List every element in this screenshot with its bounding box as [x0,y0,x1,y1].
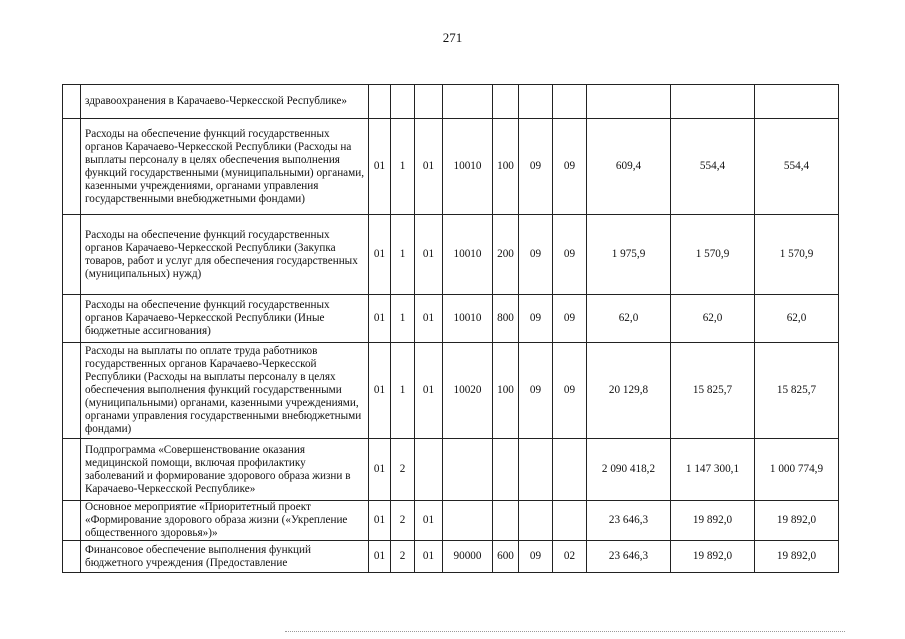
code-program: 01 [369,439,391,501]
code-program [369,85,391,119]
code-section: 09 [519,295,553,343]
code-measure [415,439,443,501]
code-section: 09 [519,119,553,215]
amount-year-3: 19 892,0 [755,541,839,573]
code-expense-type: 100 [493,119,519,215]
code-section: 09 [519,215,553,295]
blank-cell [63,439,81,501]
row-name: Расходы на выплаты по оплате труда работников государственных органов Карачаево-Черкесской Республики (Расходы на выплаты персоналу в целях обеспечения выполнения функций государственными (муниципальными) органами, казенными учреждениями, органами управления государственными внебюджетными фондами) [81,343,369,439]
amount-year-2: 1 147 300,1 [671,439,755,501]
amount-year-3: 1 570,9 [755,215,839,295]
code-direction: 10020 [443,343,493,439]
table-row [63,215,839,295]
amount-year-2 [671,85,755,119]
code-subprogram: 2 [391,439,415,501]
blank-cell [63,295,81,343]
code-program: 01 [369,215,391,295]
code-subsection [553,439,587,501]
code-section: 09 [519,343,553,439]
amount-year-3: 62,0 [755,295,839,343]
code-expense-type [493,501,519,541]
blank-cell [63,501,81,541]
amount-year-2: 1 570,9 [671,215,755,295]
table-row [63,541,839,573]
blank-cell [63,541,81,573]
code-subsection: 02 [553,541,587,573]
code-expense-type: 600 [493,541,519,573]
page-bottom-mark [285,631,845,632]
amount-year-2: 554,4 [671,119,755,215]
code-program: 01 [369,541,391,573]
amount-year-1 [587,85,671,119]
blank-cell [63,343,81,439]
row-name: Расходы на обеспечение функций государственных органов Карачаево-Черкесской Республики (Расходы на выплаты персоналу в целях обеспечения выполнения функций государственными (муниципальными) органами, казенными учреждениями, органами управления государственными внебюджетными фондами) [81,119,369,215]
code-program: 01 [369,295,391,343]
blank-cell [63,215,81,295]
table-body [63,85,839,573]
amount-year-2: 19 892,0 [671,541,755,573]
amount-year-2: 15 825,7 [671,343,755,439]
amount-year-1: 20 129,8 [587,343,671,439]
blank-cell [63,119,81,215]
code-program: 01 [369,343,391,439]
amount-year-2: 62,0 [671,295,755,343]
code-subsection [553,501,587,541]
code-section [519,85,553,119]
code-subprogram [391,85,415,119]
table-row [63,439,839,501]
code-measure: 01 [415,501,443,541]
amount-year-3: 15 825,7 [755,343,839,439]
code-section [519,501,553,541]
amount-year-1: 23 646,3 [587,501,671,541]
row-name: Расходы на обеспечение функций государственных органов Карачаево-Черкесской Республики (Иные бюджетные ассигнования) [81,295,369,343]
code-expense-type [493,439,519,501]
code-subsection: 09 [553,343,587,439]
code-subsection: 09 [553,215,587,295]
page-number: 271 [442,30,463,45]
code-expense-type: 100 [493,343,519,439]
code-direction: 10010 [443,215,493,295]
amount-year-1: 2 090 418,2 [587,439,671,501]
code-expense-type: 200 [493,215,519,295]
amount-year-3: 1 000 774,9 [755,439,839,501]
code-subprogram: 1 [391,215,415,295]
code-subprogram: 1 [391,119,415,215]
code-expense-type [493,85,519,119]
amount-year-3 [755,85,839,119]
code-section: 09 [519,541,553,573]
code-program: 01 [369,119,391,215]
row-name: Расходы на обеспечение функций государственных органов Карачаево-Черкесской Республики (Закупка товаров, работ и услуг для обеспечения государственных (муниципальных) нужд) [81,215,369,295]
code-direction [443,501,493,541]
code-subprogram: 1 [391,343,415,439]
table-row [63,295,839,343]
code-measure: 01 [415,215,443,295]
table-row [63,85,839,119]
code-subprogram: 2 [391,501,415,541]
table-row [63,343,839,439]
code-program: 01 [369,501,391,541]
code-direction [443,439,493,501]
row-name: Подпрограмма «Совершенствование оказания медицинской помощи, включая профилактику заболеваний и формирование здорового образа жизни в Карачаево-Черкесской Республике» [81,439,369,501]
code-subprogram: 1 [391,295,415,343]
code-measure [415,85,443,119]
code-direction: 10010 [443,119,493,215]
row-name: здравоохранения в Карачаево-Черкесской Республике» [81,85,369,119]
code-subprogram: 2 [391,541,415,573]
row-name: Финансовое обеспечение выполнения функций бюджетного учреждения (Предоставление [81,541,369,573]
code-section [519,439,553,501]
budget-table-wrap [62,84,839,573]
amount-year-1: 23 646,3 [587,541,671,573]
code-subsection: 09 [553,295,587,343]
amount-year-3: 19 892,0 [755,501,839,541]
code-measure: 01 [415,119,443,215]
code-subsection: 09 [553,119,587,215]
amount-year-2: 19 892,0 [671,501,755,541]
table-row [63,501,839,541]
code-measure: 01 [415,541,443,573]
budget-table [62,84,839,573]
code-direction: 90000 [443,541,493,573]
blank-cell [63,85,81,119]
code-expense-type: 800 [493,295,519,343]
amount-year-1: 1 975,9 [587,215,671,295]
amount-year-1: 609,4 [587,119,671,215]
row-name: Основное мероприятие «Приоритетный проект «Формирование здорового образа жизни («Укрепление общественного здоровья»)» [81,501,369,541]
code-measure: 01 [415,343,443,439]
code-measure: 01 [415,295,443,343]
amount-year-1: 62,0 [587,295,671,343]
amount-year-3: 554,4 [755,119,839,215]
code-direction: 10010 [443,295,493,343]
code-direction [443,85,493,119]
code-subsection [553,85,587,119]
table-row [63,119,839,215]
